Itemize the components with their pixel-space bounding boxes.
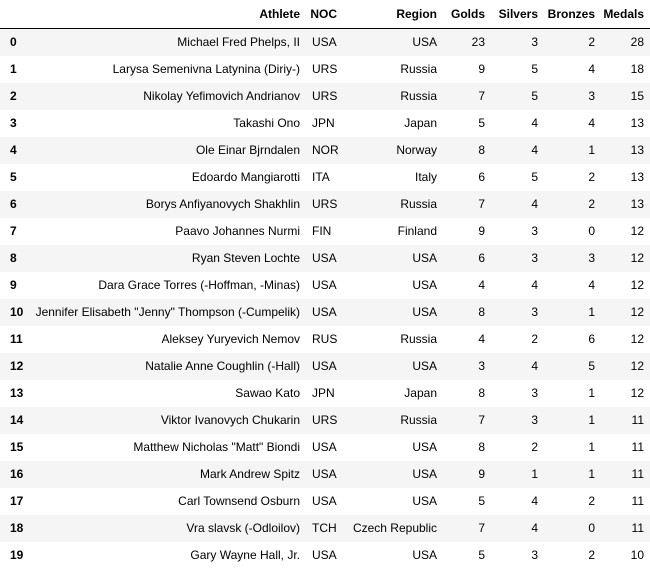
- cell-noc: USA: [312, 440, 337, 454]
- table-row: [0, 137, 650, 164]
- cell-noc: USA: [312, 359, 337, 373]
- table-row: [0, 380, 650, 407]
- cell-athlete: Gary Wayne Hall, Jr.: [190, 548, 300, 562]
- cell-athlete: Michael Fred Phelps, II: [177, 35, 300, 50]
- cell-athlete: Mark Andrew Spitz: [199, 467, 300, 481]
- cell-golds: 8: [478, 386, 485, 400]
- cell-athlete: Aleksey Yuryevich Nemov: [161, 332, 300, 346]
- cell-region: Norway: [396, 143, 437, 157]
- cell-region: USA: [412, 278, 437, 292]
- cell-silvers: 4: [531, 116, 538, 130]
- cell-athlete: Natalie Anne Coughlin (-Hall): [145, 359, 300, 373]
- cell-golds: 5: [478, 548, 485, 562]
- cell-bronzes: 6: [588, 332, 595, 346]
- cell-noc: URS: [312, 197, 338, 211]
- cell-athlete: Viktor Ivanovych Chukarin: [160, 413, 300, 427]
- cell-noc: USA: [312, 251, 337, 265]
- cell-bronzes: 1: [588, 467, 595, 481]
- cell-bronzes: 2: [588, 35, 595, 50]
- cell-silvers: 2: [531, 440, 538, 454]
- table-row: [0, 29, 650, 56]
- cell-athlete: Borys Anfiyanovych Shakhlin: [145, 197, 300, 211]
- cell-athlete: Larysa Semenivna Latynina (Diriy-): [112, 62, 300, 76]
- cell-medals: 12: [630, 359, 644, 373]
- table-row: [0, 326, 650, 353]
- cell-golds: 6: [478, 170, 485, 184]
- cell-region: Czech Republic: [352, 521, 437, 535]
- cell-silvers: 3: [531, 305, 538, 319]
- cell-golds: 4: [478, 332, 485, 346]
- cell-silvers: 5: [531, 170, 538, 184]
- cell-athlete: Paavo Johannes Nurmi: [175, 224, 300, 238]
- cell-medals: 15: [630, 89, 644, 103]
- cell-noc: USA: [312, 548, 337, 562]
- cell-medals: 10: [630, 548, 644, 562]
- cell-noc: USA: [312, 494, 337, 508]
- cell-region: USA: [412, 35, 437, 50]
- cell-region: USA: [412, 548, 437, 562]
- cell-golds: 5: [478, 494, 485, 508]
- cell-noc: JPN: [312, 386, 335, 400]
- table-header: [0, 0, 650, 29]
- table-row: [0, 164, 650, 191]
- row-index: 17: [10, 494, 24, 508]
- table-row: [0, 299, 650, 326]
- cell-silvers: 1: [531, 467, 538, 481]
- cell-medals: 11: [631, 413, 644, 427]
- cell-noc: JPN: [312, 116, 335, 130]
- cell-region: USA: [412, 440, 437, 454]
- cell-athlete: Matthew Nicholas "Matt" Biondi: [133, 440, 300, 454]
- cell-medals: 11: [631, 440, 644, 454]
- row-index: 9: [10, 278, 17, 292]
- cell-bronzes: 4: [588, 62, 595, 76]
- cell-region: USA: [412, 467, 437, 481]
- cell-noc: USA: [312, 467, 337, 481]
- table-row: [0, 83, 650, 110]
- cell-noc: RUS: [312, 332, 338, 346]
- cell-silvers: 4: [531, 143, 538, 157]
- cell-golds: 6: [478, 251, 485, 265]
- cell-region: Russia: [400, 197, 437, 211]
- cell-noc: USA: [312, 305, 337, 319]
- cell-silvers: 2: [531, 332, 538, 346]
- cell-medals: 11: [631, 521, 644, 535]
- cell-medals: 28: [630, 35, 644, 50]
- header-silvers: Silvers: [491, 0, 544, 29]
- cell-golds: 5: [478, 116, 485, 130]
- row-index: 15: [10, 440, 24, 454]
- cell-medals: 12: [630, 278, 644, 292]
- cell-medals: 13: [630, 197, 644, 211]
- row-index: 19: [10, 548, 24, 562]
- cell-silvers: 4: [531, 278, 538, 292]
- cell-silvers: 4: [531, 521, 538, 535]
- cell-silvers: 4: [531, 494, 538, 508]
- cell-athlete: Ryan Steven Lochte: [191, 251, 300, 265]
- table-row: [0, 542, 650, 569]
- cell-silvers: 3: [531, 548, 538, 562]
- cell-noc: URS: [312, 89, 338, 103]
- cell-silvers: 4: [531, 359, 538, 373]
- cell-bronzes: 4: [588, 116, 595, 130]
- cell-silvers: 3: [531, 35, 538, 50]
- cell-golds: 8: [478, 440, 485, 454]
- cell-bronzes: 1: [588, 305, 595, 319]
- row-index: 18: [10, 521, 24, 535]
- row-index: 10: [10, 305, 24, 319]
- cell-region: Italy: [414, 170, 437, 184]
- cell-region: USA: [412, 359, 437, 373]
- cell-bronzes: 2: [588, 494, 595, 508]
- header-region: Region: [343, 0, 443, 29]
- header-medals: Medals: [601, 0, 650, 29]
- table-row: [0, 488, 650, 515]
- cell-noc: URS: [312, 413, 338, 427]
- cell-bronzes: 1: [588, 143, 595, 157]
- header-row: [0, 0, 650, 29]
- table-row: [0, 272, 650, 299]
- table-row: [0, 407, 650, 434]
- table-row: [0, 461, 650, 488]
- row-index: 6: [10, 197, 17, 211]
- cell-bronzes: 0: [588, 224, 595, 238]
- cell-bronzes: 0: [588, 521, 595, 535]
- cell-silvers: 3: [531, 386, 538, 400]
- cell-golds: 7: [478, 521, 485, 535]
- table-row: [0, 515, 650, 542]
- cell-bronzes: 2: [588, 197, 595, 211]
- cell-region: USA: [412, 251, 437, 265]
- cell-bronzes: 1: [588, 386, 595, 400]
- row-index: 5: [10, 170, 17, 184]
- cell-medals: 18: [630, 62, 644, 76]
- cell-medals: 12: [630, 386, 644, 400]
- cell-silvers: 5: [531, 62, 538, 76]
- header-noc: NOC: [306, 0, 343, 29]
- cell-noc: FIN: [312, 224, 332, 238]
- table-row: [0, 245, 650, 272]
- row-index: 12: [10, 359, 24, 373]
- cell-region: USA: [412, 494, 437, 508]
- table-row: [0, 191, 650, 218]
- header-athlete: Athlete: [28, 0, 306, 29]
- cell-golds: 8: [478, 143, 485, 157]
- cell-athlete: Carl Townsend Osburn: [178, 494, 300, 508]
- cell-athlete: Vra slavsk (-Odloilov): [186, 521, 300, 535]
- cell-medals: 12: [630, 224, 644, 238]
- cell-athlete: Sawao Kato: [235, 386, 300, 400]
- cell-golds: 9: [478, 62, 485, 76]
- cell-region: Russia: [400, 89, 437, 103]
- cell-golds: 8: [478, 305, 485, 319]
- row-index: 14: [10, 413, 24, 427]
- cell-golds: 4: [478, 278, 485, 292]
- header-index: [0, 0, 28, 29]
- cell-bronzes: 3: [588, 89, 595, 103]
- cell-golds: 7: [478, 413, 485, 427]
- table-row: [0, 353, 650, 380]
- row-index: 16: [10, 467, 24, 481]
- cell-medals: 12: [630, 305, 644, 319]
- row-index: 1: [10, 62, 17, 76]
- cell-noc: URS: [312, 62, 338, 76]
- cell-silvers: 3: [531, 224, 538, 238]
- row-index: 8: [10, 251, 17, 265]
- cell-athlete: Dara Grace Torres (-Hoffman, -Minas): [98, 278, 300, 292]
- cell-athlete: Jennifer Elisabeth "Jenny" Thompson (-Cumpelik): [35, 305, 300, 319]
- cell-region: Russia: [400, 62, 437, 76]
- cell-athlete: Nikolay Yefimovich Andrianov: [143, 89, 300, 103]
- cell-noc: USA: [312, 278, 337, 292]
- table-body: [0, 29, 650, 569]
- cell-athlete: Takashi Ono: [233, 116, 300, 130]
- cell-noc: TCH: [312, 521, 337, 535]
- cell-medals: 13: [630, 170, 644, 184]
- header-golds: Golds: [443, 0, 491, 29]
- header-bronzes: Bronzes: [544, 0, 601, 29]
- cell-bronzes: 1: [588, 413, 595, 427]
- cell-medals: 11: [631, 494, 644, 508]
- cell-silvers: 4: [531, 197, 538, 211]
- cell-athlete: Ole Einar Bjrndalen: [195, 143, 300, 157]
- cell-region: Japan: [404, 116, 437, 130]
- cell-silvers: 3: [531, 413, 538, 427]
- cell-golds: 3: [478, 359, 485, 373]
- cell-noc: NOR: [312, 143, 339, 157]
- cell-bronzes: 2: [588, 548, 595, 562]
- cell-bronzes: 5: [588, 359, 595, 373]
- row-index: 13: [10, 386, 24, 400]
- cell-medals: 13: [630, 143, 644, 157]
- cell-medals: 13: [630, 116, 644, 130]
- cell-golds: 9: [478, 467, 485, 481]
- cell-bronzes: 3: [588, 251, 595, 265]
- cell-silvers: 3: [531, 251, 538, 265]
- cell-bronzes: 2: [588, 170, 595, 184]
- cell-medals: 11: [631, 467, 644, 481]
- cell-noc: USA: [312, 35, 337, 50]
- cell-bronzes: 1: [588, 440, 595, 454]
- cell-athlete: Edoardo Mangiarotti: [191, 170, 300, 184]
- row-index: 4: [10, 143, 17, 157]
- table-row: [0, 110, 650, 137]
- cell-golds: 23: [471, 35, 485, 50]
- cell-region: USA: [412, 305, 437, 319]
- cell-region: Japan: [404, 386, 437, 400]
- table-row: [0, 56, 650, 83]
- cell-golds: 9: [478, 224, 485, 238]
- cell-region: Russia: [400, 332, 437, 346]
- row-index: 3: [10, 116, 17, 130]
- table-row: [0, 218, 650, 245]
- row-index: 0: [10, 35, 17, 50]
- cell-region: Russia: [400, 413, 437, 427]
- cell-medals: 12: [630, 332, 644, 346]
- row-index: 11: [10, 332, 23, 346]
- cell-medals: 12: [630, 251, 644, 265]
- cell-noc: ITA: [312, 170, 330, 184]
- cell-bronzes: 4: [588, 278, 595, 292]
- cell-region: Finland: [397, 224, 437, 238]
- cell-golds: 7: [478, 197, 485, 211]
- table-row: [0, 434, 650, 461]
- row-index: 2: [10, 89, 17, 103]
- cell-silvers: 5: [531, 89, 538, 103]
- row-index: 7: [10, 224, 17, 238]
- cell-golds: 7: [478, 89, 485, 103]
